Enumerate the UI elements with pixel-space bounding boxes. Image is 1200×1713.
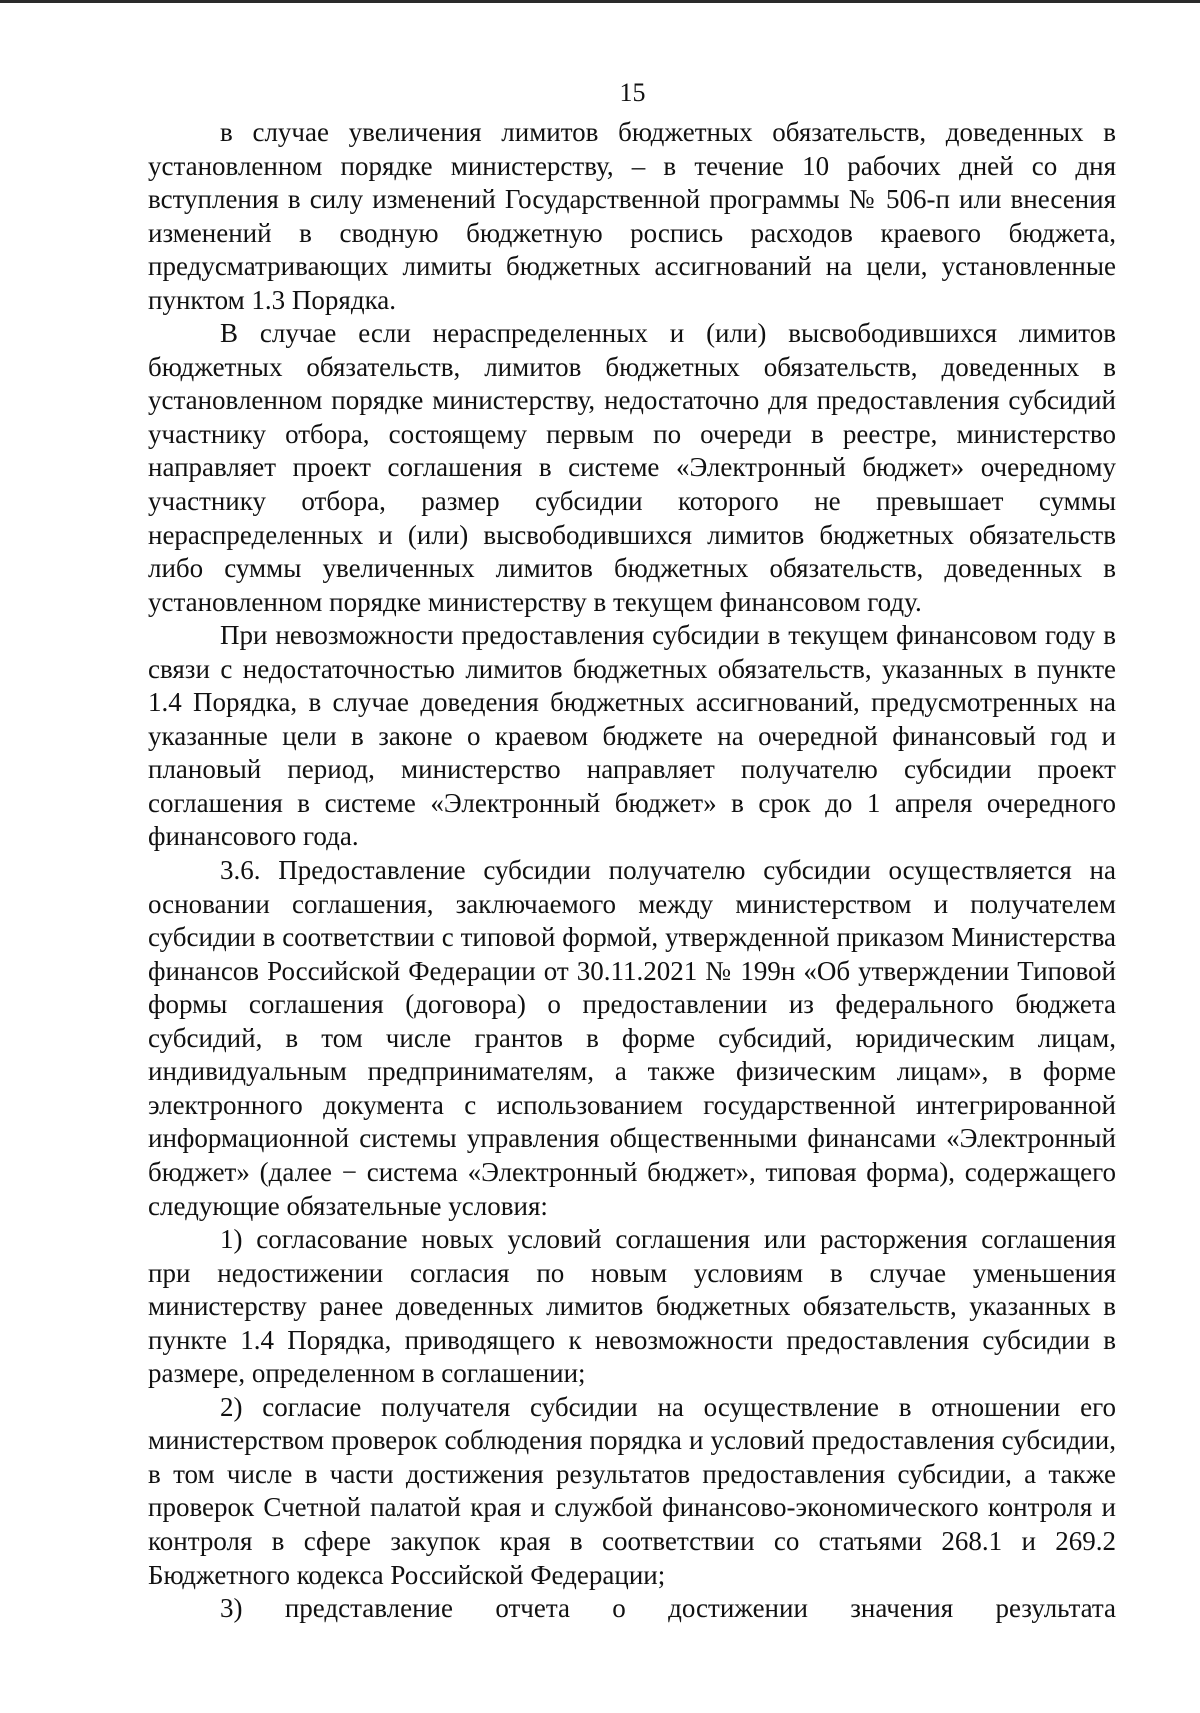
- paragraph-3: При невозможности предоставления субсидии в текущем финансовом году в связи с недостаточностью лимитов бюджетных обязательств, указанных в пункте 1.4 Порядка, в случае доведения бюджетных ассигнований, предусмотренных на указанные цели в законе о краевом бюджете на очередной финансовый год и плановый период, министерство направляет получателю субсидии проект соглашения в системе «Электронный бюджет» в срок до 1 апреля очередного финансового года.: [148, 620, 1116, 852]
- paragraph-7-condition-3: 3) представление отчета о достижении значения результата: [220, 1593, 1116, 1624]
- paragraph-4-section-3-6: 3.6. Предоставление субсидии получателю субсидии осуществляется на основании соглашения, заключаемого между министерством и получателем субсидии в соответствии с типовой формой, утвержденной приказом Министерства финансов Российской Федерации от 30.11.2021 № 199н «Об утверждении Типовой формы соглашения (договора) о предоставлении из федерального бюджета субсидий, в том числе грантов в форме субсидий, юридическим лицам, индивидуальным предпринимателям, а также физическим лицам», в форме электронного документа с использованием государственной интегрированной информационной системы управления общественными финансами «Электронный бюджет» (далее − система «Электронный бюджет», типовая форма), содержащего следующие обязательные условия:: [148, 855, 1116, 1221]
- paragraph-1: в случае увеличения лимитов бюджетных обязательств, доведенных в установленном порядке министерству, – в течение 10 рабочих дней со дня вступления в силу изменений Государственной программы № 506-п или внесения изменений в сводную бюджетную роспись расходов краевого бюджета, предусматривающих лимиты бюджетных ассигнований на цели, установленные пунктом 1.3 Порядка.: [148, 117, 1116, 315]
- paragraph-5-condition-1: 1) согласование новых условий соглашения или расторжения соглашения при недостижении согласия по новым условиям в случае уменьшения министерству ранее доведенных лимитов бюджетных обязательств, указанных в пункте 1.4 Порядка, приводящего к невозможности предоставления субсидии в размере, определенном в соглашении;: [148, 1224, 1116, 1389]
- paragraph-2: В случае если нераспределенных и (или) высвободившихся лимитов бюджетных обязательств, лимитов бюджетных обязательств, доведенных в установленном порядке министерству, недостаточно для предоставления субсидий участнику отбора, состоящему первым по очереди в реестре, министерство направляет проект соглашения в системе «Электронный бюджет» очередному участнику отбора, размер субсидии которого не превышает суммы нераспределенных и (или) высвободившихся лимитов бюджетных обязательств либо суммы увеличенных лимитов бюджетных обязательств, доведенных в установленном порядке министерству в текущем финансовом году.: [148, 318, 1116, 617]
- document-body: [148, 116, 1116, 1626]
- paragraph-6-condition-2: 2) согласие получателя субсидии на осуществление в отношении его министерством проверок соблюдения порядка и условий предоставления субсидии, в том числе в части достижения результатов предоставления субсидии, а также проверок Счетной палатой края и службой финансово-экономического контроля и контроля в сфере закупок края в соответствии со статьями 268.1 и 269.2 Бюджетного кодекса Российской Федерации;: [148, 1391, 1116, 1590]
- page-number: 15: [619, 78, 646, 107]
- scan-edge-line: [0, 0, 1200, 3]
